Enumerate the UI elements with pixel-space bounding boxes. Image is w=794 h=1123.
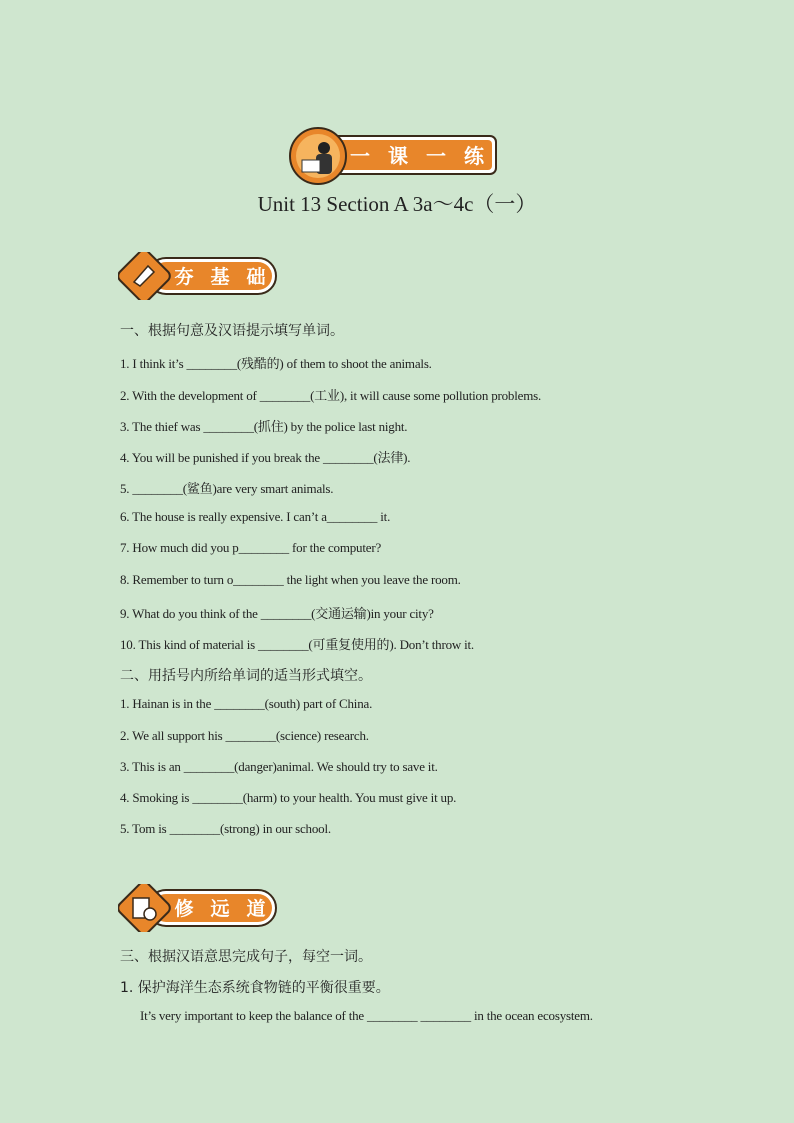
- person-head-icon: [318, 142, 330, 154]
- section-badge-char: 夯: [174, 266, 194, 288]
- exercise-item: 4. Smoking is ________(harm) to your health. You must give it up.: [120, 790, 457, 805]
- section-badge-advanced: [118, 884, 280, 932]
- header-badge: [288, 126, 500, 186]
- exercise-item: 1. Hainan is in the ________(south) part of China.: [120, 696, 373, 711]
- section-badge-char: 修: [174, 898, 194, 920]
- clock-icon: [144, 908, 156, 920]
- exercise-item: 2. With the development of ________(工业), it will cause some pollution problems.: [120, 388, 542, 403]
- exercise-item: 10. This kind of material is ________(可重复使用的). Don’t throw it.: [120, 637, 474, 652]
- header-badge-char: 一: [350, 144, 370, 168]
- exercise-item: 1. I think it’s ________(残酷的) of them to shoot the animals.: [120, 356, 432, 371]
- page-title: Unit 13 Section A 3a～4c（一）: [257, 192, 537, 216]
- section-badge-basic: [118, 252, 280, 300]
- section2-heading: 二、用括号内所给单词的适当形式填空。: [120, 668, 372, 684]
- section-badge-char: 道: [246, 898, 266, 920]
- exercise-item: 4. You will be punished if you break the ________(法律).: [120, 450, 411, 465]
- exercise-item: It’s very important to keep the balance of the ________ ________ in the ocean ecosystem.: [140, 1008, 593, 1023]
- section1-heading: 一、根据句意及汉语提示填写单词。: [120, 323, 344, 339]
- header-badge-char: 练: [464, 144, 484, 168]
- exercise-item: 7. How much did you p________ for the computer?: [120, 540, 382, 555]
- section-badge-char: 础: [246, 266, 266, 288]
- exercise-item: 9. What do you think of the ________(交通运输)in your city?: [120, 606, 434, 621]
- exercise-item: 5. ________(鲨鱼)are very smart animals.: [120, 481, 334, 496]
- section-badge-char: 远: [210, 898, 230, 920]
- section3-heading: 三、根据汉语意思完成句子，每空一词。: [120, 949, 372, 965]
- exercise-item: 3. This is an ________(danger)animal. We should try to save it.: [120, 759, 438, 774]
- header-badge-char: 一: [426, 144, 446, 168]
- exercise-item: 8. Remember to turn o________ the light when you leave the room.: [120, 572, 461, 587]
- section-badge-char: 基: [210, 266, 230, 288]
- exercise-item: 3. The thief was ________(抓住) by the police last night.: [120, 419, 408, 434]
- exercise-item: 2. We all support his ________(science) research.: [120, 728, 369, 743]
- header-badge-char: 课: [388, 144, 408, 168]
- exercise-item: 6. The house is really expensive. I can’t a________ it.: [120, 509, 391, 524]
- exercise-item: 5. Tom is ________(strong) in our school.: [120, 821, 331, 836]
- exercise-item-cn: 1. 保护海洋生态系统食物链的平衡很重要。: [120, 980, 390, 996]
